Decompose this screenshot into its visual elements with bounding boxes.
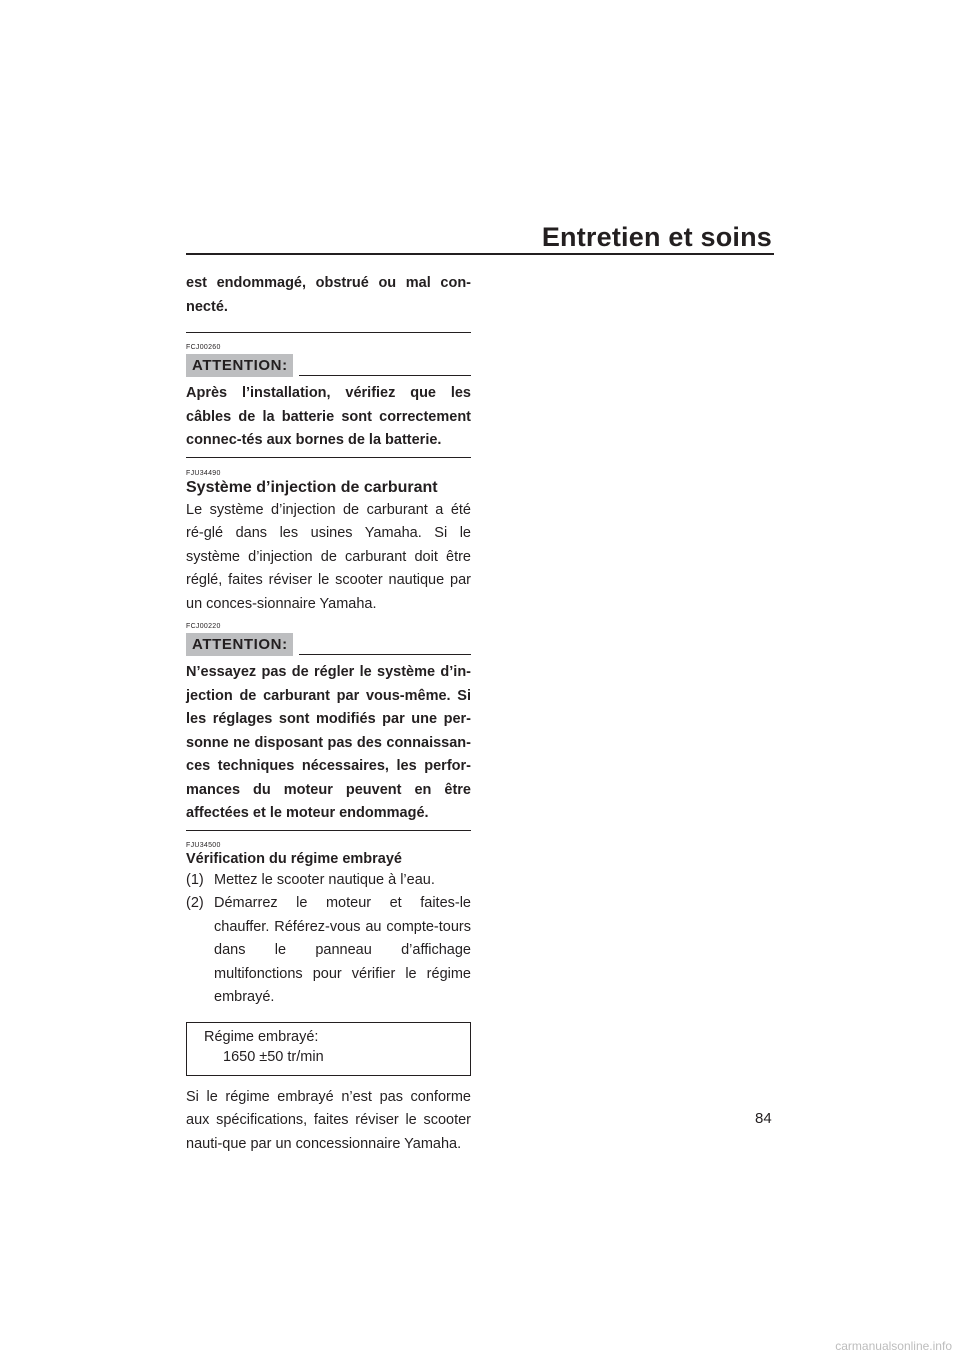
watermark: carmanualsonline.info (835, 1339, 952, 1353)
caution-heading (186, 354, 471, 377)
caution-heading-line (299, 375, 471, 376)
spec-value: 1650 ±50 tr/min (223, 1048, 324, 1065)
spec-box (186, 1022, 471, 1076)
caution-code: FCJ00260 (186, 344, 221, 351)
step-text: Mettez le scooter nautique à l’eau. (214, 871, 435, 888)
section-title-injection: Système d’injection de carburant (186, 478, 438, 496)
caution-text: N’essayez pas de régler le système d’in-jection de carburant par vous-même. Si les réglages sont modifiés par une per-sonne ne disposant pas des connaissan-ces techniques nécessaires, les perfor-mances du moteur peuvent en être affectées et le moteur endommagé. (186, 664, 471, 821)
caution-label: ATTENTION: (186, 354, 293, 377)
caution-bottom-rule (186, 457, 471, 458)
section-code: FJU34490 (186, 469, 221, 477)
intro-bold-text: est endommagé, obstrué ou mal con-necté. (186, 275, 471, 315)
caution-top-rule (186, 332, 471, 333)
page-number: 84 (755, 1110, 772, 1127)
caution-heading-line (299, 654, 471, 655)
caution-bottom-rule (186, 830, 471, 831)
caution-heading (186, 633, 471, 656)
step-item (186, 869, 471, 893)
step-number: (1) (186, 871, 204, 888)
step-item (186, 892, 471, 1010)
section-code: FJU34500 (186, 841, 221, 849)
section-body-injection: Le système d’injection de carburant a été ré-glé dans les usines Yamaha. Si le système d’injection de carburant doit être réglé, faites réviser le scooter nautique par un conces-sionnaire Yamaha. (186, 501, 471, 612)
spec-label: Régime embrayé: (204, 1028, 319, 1045)
page-header-title: Entretien et soins (541, 222, 772, 252)
step-text: Démarrez le moteur et faites-le chauffer. Référez-vous au compte-tours dans le panneau d’affichage multifonctions pour vérifier le régime embrayé. (214, 895, 471, 1005)
caution-label: ATTENTION: (186, 633, 293, 656)
header-rule (186, 253, 774, 255)
section-title-regime: Vérification du régime embrayé (186, 850, 402, 867)
closing-text: Si le régime embrayé n’est pas conforme aux spécifications, faites réviser le scooter nauti-que par un concessionnaire Yamaha. (186, 1088, 471, 1152)
caution-code: FCJ00220 (186, 623, 221, 630)
procedure-steps (186, 869, 471, 1010)
caution-text: Après l’installation, vérifiez que les câbles de la batterie sont correctement connec-tés aux bornes de la batterie. (186, 385, 471, 448)
step-number: (2) (186, 895, 204, 911)
main-column (186, 272, 471, 1156)
